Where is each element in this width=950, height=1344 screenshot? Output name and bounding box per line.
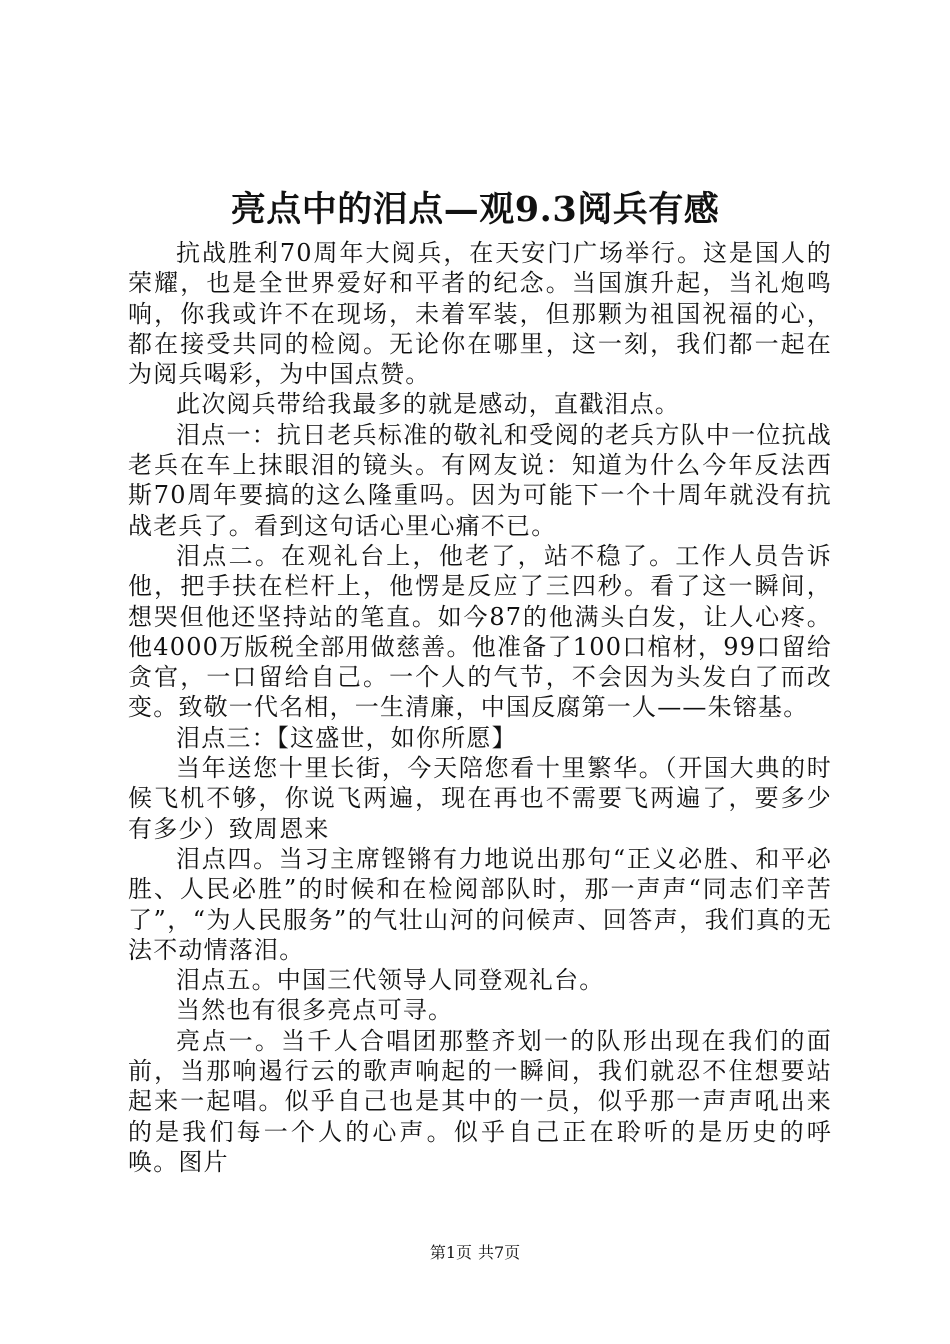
paragraph: 泪点二。在观礼台上，他老了，站不稳了。工作人员告诉他，把手扶在栏杆上，他愣是反应了三四秒。看了这一瞬间，想哭但他还坚持站的笔直。如今87的他满头白发，让人心疼。他4000万版税全部用做慈善。他准备了100口棺材，99口留给贪官，一口留给自己。一个人的气节，不会因为头发白了而改变。致敬一代名相，一生清廉，中国反腐第一人——朱镕基。 bbox=[128, 541, 832, 722]
page-footer bbox=[0, 1241, 950, 1265]
paragraph: 泪点四。当习主席铿锵有力地说出那句“正义必胜、和平必胜、人民必胜”的时候和在检阅部队时，那一声声“同志们辛苦了”，“为人民服务”的气壮山河的问候声、回答声，我们真的无法不动情落泪。 bbox=[128, 844, 832, 964]
page-total: 共7页 bbox=[478, 1243, 521, 1262]
paragraph: 抗战胜利70周年大阅兵，在天安门广场举行。这是国人的荣耀，也是全世界爱好和平者的纪念。当国旗升起，当礼炮鸣响，你我或许不在现场，未着军装，但那颗为祖国祝福的心，都在接受共同的检阅。无论你在哪里，这一刻，我们都一起在为阅兵喝彩，为中国点赞。 bbox=[128, 239, 832, 389]
paragraph: 当年送您十里长街，今天陪您看十里繁华。（开国大典的时候飞机不够，你说飞两遍，现在再也不需要飞两遍了，要多少有多少）致周恩来 bbox=[128, 754, 832, 843]
page-number: 第1页 bbox=[429, 1243, 472, 1262]
paragraph: 泪点三：【这盛世，如你所愿】 bbox=[176, 723, 517, 752]
paragraph: 亮点一。当千人合唱团那整齐划一的队形出现在我们的面前，当那响遏行云的歌声响起的一瞬间，我们就忍不住想要站起来一起唱。似乎自己也是其中的一员，似乎那一声声吼出来的是我们每一个人的心声。似乎自己正在聆听的是历史的呼唤。图片 bbox=[128, 1026, 832, 1176]
paragraph: 泪点一：抗日老兵标准的敬礼和受阅的老兵方队中一位抗战老兵在车上抹眼泪的镜头。有网友说：知道为什么今年反法西斯70周年要搞的这么隆重吗。因为可能下一个十周年就没有抗战老兵了。看到这句话心里心痛不已。 bbox=[128, 420, 832, 540]
paragraph: 当然也有很多亮点可寻。 bbox=[176, 996, 454, 1025]
document-body bbox=[128, 238, 832, 1177]
paragraph: 此次阅兵带给我最多的就是感动，直戳泪点。 bbox=[176, 390, 680, 419]
document-title: 亮点中的泪点—观9.3阅兵有感 bbox=[230, 189, 720, 230]
paragraph: 泪点五。中国三代领导人同登观礼台。 bbox=[176, 966, 605, 995]
